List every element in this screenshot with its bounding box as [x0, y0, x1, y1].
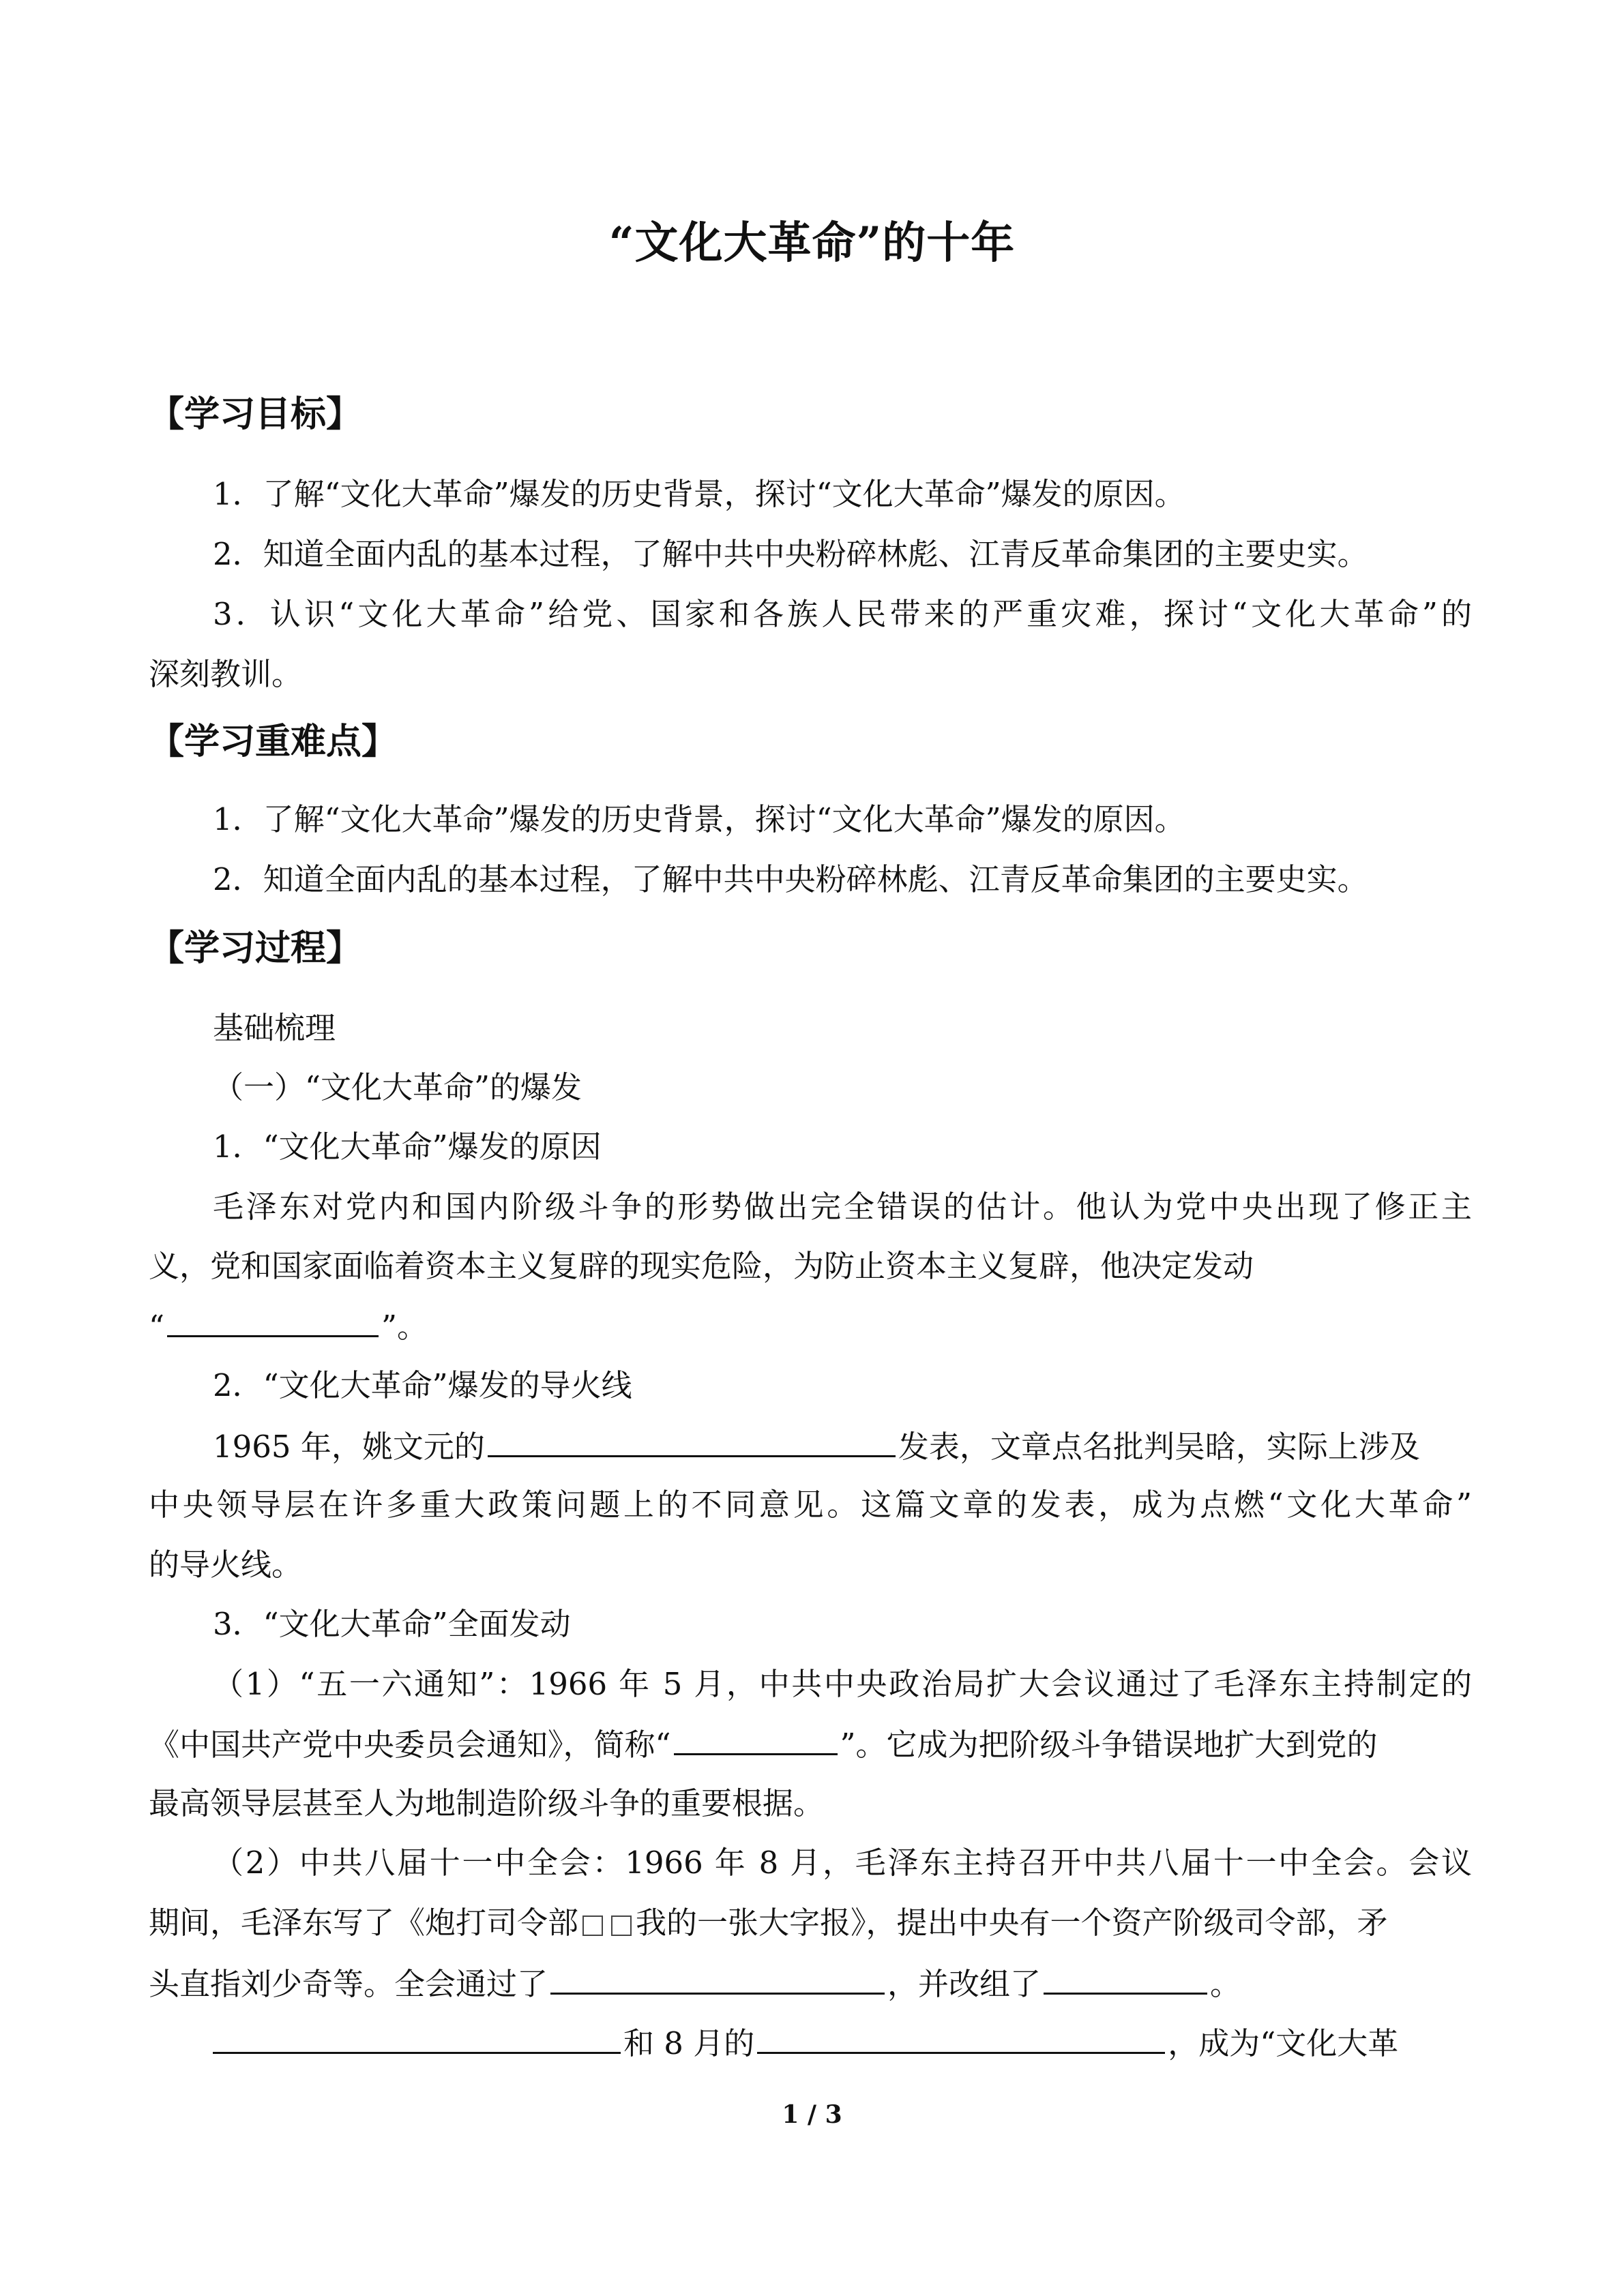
- paragraph-2-line-1: [213, 1425, 1420, 1467]
- process-basic-label: 基础梳理: [213, 1010, 336, 1046]
- paragraph-5-line-1: [213, 2022, 1398, 2064]
- paragraph-3-line-1: （1）“五一六通知”：1966 年 5 月，中共中央政治局扩大会议通过了毛泽东主持制定的: [213, 1666, 1472, 1702]
- fill-in-blank[interactable]: [550, 1963, 885, 1995]
- process-sub-2-title: 2．“文化大革命”爆发的导火线: [213, 1367, 632, 1403]
- paragraph-4-line-1: （2）中共八届十一中全会：1966 年 8 月，毛泽东主持召开中共八届十一中全会。会议: [213, 1845, 1472, 1881]
- fill-in-blank[interactable]: [674, 1723, 838, 1755]
- paragraph-3-line-2: [149, 1723, 1378, 1765]
- quote-close: ”。: [381, 1309, 428, 1345]
- paragraph-3-text-pre: 《中国共产党中央委员会通知》，简称“: [149, 1727, 671, 1763]
- section-heading-key-points: 【学习重难点】: [149, 721, 398, 762]
- fill-in-blank[interactable]: [488, 1425, 896, 1457]
- paragraph-5-text-mid: 和 8 月的: [623, 2025, 755, 2061]
- fill-in-blank[interactable]: [167, 1305, 379, 1337]
- objective-item-2: 2．知道全面内乱的基本过程，了解中共中央粉碎林彪、江青反革命集团的主要史实。: [213, 536, 1368, 572]
- paragraph-2-line-3: 的导火线。: [149, 1547, 303, 1583]
- section-heading-objectives: 【学习目标】: [149, 393, 362, 435]
- paragraph-4-line-3-post: 。: [1210, 1966, 1241, 2002]
- paragraph-4-text-pre: 期间，毛泽东写了《炮打司令部: [149, 1905, 579, 1941]
- key-point-item-2: 2．知道全面内乱的基本过程，了解中共中央粉碎林彪、江青反革命集团的主要史实。: [213, 861, 1368, 897]
- quote-open: “: [149, 1309, 165, 1345]
- paragraph-4-line-3: [149, 1963, 1241, 2005]
- objective-item-3-line-2: 深刻教训。: [149, 656, 303, 692]
- paragraph-1-line-1: 毛泽东对党内和国内阶级斗争的形势做出完全错误的估计。他认为党中央出现了修正主: [213, 1189, 1472, 1225]
- page-number: 1 / 3: [782, 2100, 842, 2129]
- process-part-1-title: （一）“文化大革命”的爆发: [213, 1069, 582, 1105]
- paragraph-1-line-3: [149, 1305, 428, 1347]
- paragraph-4-line-2: [149, 1903, 1388, 1943]
- fill-in-blank[interactable]: [213, 2022, 621, 2054]
- missing-glyph-icon: [582, 1915, 603, 1936]
- paragraph-4-line-3-mid: ，并改组了: [887, 1966, 1042, 2002]
- paragraph-2-text-post: 发表，文章点名批判吴晗，实际上涉及: [898, 1429, 1420, 1465]
- paragraph-4-text-post: 我的一张大字报》，提出中央有一个资产阶级司令部，矛: [636, 1905, 1388, 1941]
- section-heading-process: 【学习过程】: [149, 927, 362, 969]
- process-sub-3-title: 3．“文化大革命”全面发动: [213, 1606, 571, 1642]
- page-title: “文化大革命”的十年: [608, 218, 1016, 269]
- missing-glyph-icon: [611, 1915, 632, 1936]
- paragraph-2-line-2: 中央领导层在许多重大政策问题上的不同意见。这篇文章的发表，成为点燃“文化大革命”: [149, 1487, 1472, 1523]
- fill-in-blank[interactable]: [1044, 1963, 1207, 1995]
- process-sub-1-title: 1．“文化大革命”爆发的原因: [213, 1129, 602, 1165]
- objective-item-3-line-1: 3．认识“文化大革命”给党、国家和各族人民带来的严重灾难，探讨“文化大革命”的: [213, 596, 1472, 632]
- paragraph-4-line-3-pre: 头直指刘少奇等。全会通过了: [149, 1966, 548, 2002]
- paragraph-3-line-3: 最高领导层甚至人为地制造阶级斗争的重要根据。: [149, 1785, 825, 1821]
- paragraph-1-line-2: 义，党和国家面临着资本主义复辟的现实危险，为防止资本主义复辟，他决定发动: [149, 1248, 1254, 1284]
- paragraph-2-text-pre: 1965 年，姚文元的: [213, 1429, 485, 1465]
- paragraph-5-text-post: ，成为“文化大革: [1168, 2025, 1399, 2061]
- paragraph-3-text-post: ”。它成为把阶级斗争错误地扩大到党的: [840, 1727, 1378, 1763]
- key-point-item-1: 1．了解“文化大革命”爆发的历史背景，探讨“文化大革命”爆发的原因。: [213, 801, 1185, 837]
- fill-in-blank[interactable]: [757, 2022, 1165, 2054]
- objective-item-1: 1．了解“文化大革命”爆发的历史背景，探讨“文化大革命”爆发的原因。: [213, 476, 1185, 512]
